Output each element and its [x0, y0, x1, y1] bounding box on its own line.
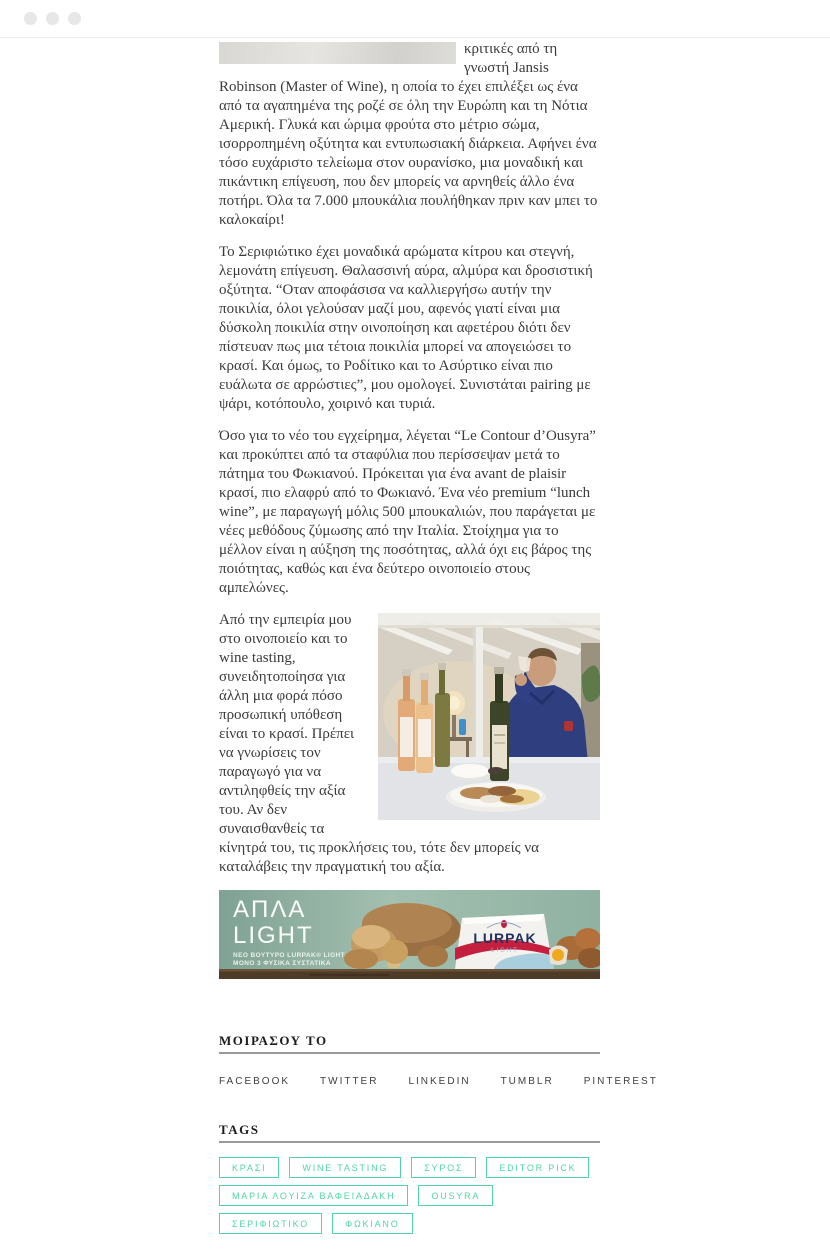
tag-maria-louiza-vafeiadaki[interactable]: ΜΑΡΙΑ ΛΟΥΙΖΑ ΒΑΦΕΙΑΔΑΚΗ	[219, 1185, 408, 1206]
paragraph-text: Από την εμπειρία μου στο οινοποιείο και το wine tasting, συνειδητοποίησα για άλλη μια φορά πόσο προσωπική υπόθεση είναι το κρασί. Πρέπει να γνωρίσεις τον παραγωγό για να αντιληφθείς την αξία του. Αν δεν συναισθανθείς τα κίνητρά του, τις προκλήσεις του, τότε δεν μπορείς να καταλάβεις την πραγματική του αξία.	[219, 612, 539, 875]
tag-serifiotiko[interactable]: ΣΕΡΙΦΙΩΤΙΚΟ	[219, 1213, 322, 1234]
window-control-dot[interactable]	[46, 12, 59, 25]
tags-heading: TAGS	[219, 1122, 260, 1137]
article-paragraph	[219, 243, 600, 414]
lurpak-ad-banner[interactable]	[219, 890, 600, 979]
share-section	[219, 1033, 658, 1089]
tag-fokiano[interactable]: ΦΩΚΙΑΝΟ	[332, 1213, 413, 1234]
window-titlebar	[0, 0, 830, 38]
ad-pack-variant: LIGHT	[491, 948, 519, 954]
share-link-tumblr[interactable]: TUMBLR	[500, 1076, 554, 1087]
ad-subtext-line2: ΜΟΝΟ 3 ΦΥΣΙΚΑ ΣΥΣΤΑΤΙΚΑ	[233, 960, 331, 967]
ad-headline-line1: ΑΠΛΑ	[233, 896, 307, 923]
ad-subtext-line1: ΝΕΟ ΒΟΥΤΥΡΟ LURPAK® LIGHT	[233, 952, 345, 959]
article-paragraph	[219, 40, 600, 230]
share-link-pinterest[interactable]: PINTEREST	[583, 1076, 658, 1087]
tag-wine-tasting[interactable]: WINE TASTING	[289, 1157, 401, 1178]
paragraph-text: κριτικές από τη γνωστή Jansis Robinson (Master of Wine), η οποία το έχει επιλέξει ως ένα από τα αγαπημένα της ροζέ σε όλη την Ευρώπη και τη Νότια Αμερική. Γλυκά και ώριμα φρούτα στο μέτριο σώμα, ισορροπημένη οξύτητα και εντυπωσιακή διάρκεια. Αφήνει ένα τόσο ευχάριστο τελείωμα στον ουρανίσκο, μια μοναδική και πικάντικη επίγευση, που δεν μπορείς να αρνηθείς άλλο ένα ποτήρι. Όλα τα 7.000 μπουκάλια πουλήθηκαν πριν καν μπει το καλοκαίρι!	[219, 41, 598, 228]
paragraph-text: Όσο για το νέο του εγχείρημα, λέγεται “Le Contour d’Ousyra” και προκύπτει από τα σταφύλια που περίσσεψαν μετά το πάτημα του Φωκιανού. Πρόκειται για ένα avant de plaisir κρασί, πιο ελαφρύ από το Φωκιανό. Ένα νέο premium “lunch wine”, με παραγωγή μόλις 500 μπουκαλιών, που παράγεται με νέες μεθόδους ζύμωσης από την Ιταλία. Στοίχημα για το μέλλον είναι η αύξηση της ποσότητας, αλλά όχι εις βάρος της ποιότητας, καθώς και ένα δεύτερο οινοποιείο στους αμπελώνες.	[219, 428, 596, 596]
article-content	[219, 38, 658, 1257]
share-links	[219, 1071, 658, 1089]
tag-syros[interactable]: ΣΥΡΟΣ	[411, 1157, 476, 1178]
share-divider	[219, 1052, 600, 1054]
tags-section	[219, 1123, 600, 1257]
ad-headline-line2: LIGHT	[233, 922, 314, 949]
share-link-twitter[interactable]: TWITTER	[320, 1076, 379, 1087]
share-link-facebook[interactable]: FACEBOOK	[219, 1076, 291, 1087]
share-link-linkedin[interactable]: LINKEDIN	[408, 1076, 471, 1087]
tag-krasi[interactable]: ΚΡΑΣΙ	[219, 1157, 279, 1178]
article-paragraph	[219, 427, 600, 598]
article-photo-cropped	[219, 42, 456, 64]
window-control-dot[interactable]	[68, 12, 81, 25]
window-control-dot[interactable]	[24, 12, 37, 25]
wine-tasting-photo	[378, 613, 600, 820]
article-paragraph	[219, 611, 600, 877]
tag-list	[219, 1157, 600, 1241]
tag-ousyra[interactable]: OUSYRA	[418, 1185, 493, 1206]
tag-editor-pick[interactable]: EDITOR PICK	[486, 1157, 589, 1178]
ad-pack-brand: LURPAK	[473, 930, 537, 946]
share-heading: ΜΟΙΡΑΣΟΥ ΤΟ	[219, 1033, 328, 1048]
tags-divider	[219, 1141, 600, 1143]
paragraph-text: Το Σεριφιώτικο έχει μοναδικά αρώματα κίτρου και στεγνή, λεμονάτη επίγευση. Θαλασσινή αύρα, αλμύρα και δροσιστική οξύτητα. “Οταν αποφάσισα να καλλιεργήσω αυτήν την ποικιλία, όλοι γελούσαν μαζί μου, αφενός γιατί είναι μια δύσκολη ποικιλία στην οινοποίηση και αφετέρου διότι δεν πίστευαν πως μια τέτοια ποικιλία μπορεί να απογειώσει το κρασί. Και όμως, το Ροδίτικο και το Ασύρτικο είναι πιο ευάλωτα σε αρρώστιες”, μου ομολογεί. Συνιστάται pairing με ψάρι, κοτόπουλο, χοιρινό και τυριά.	[219, 244, 593, 412]
